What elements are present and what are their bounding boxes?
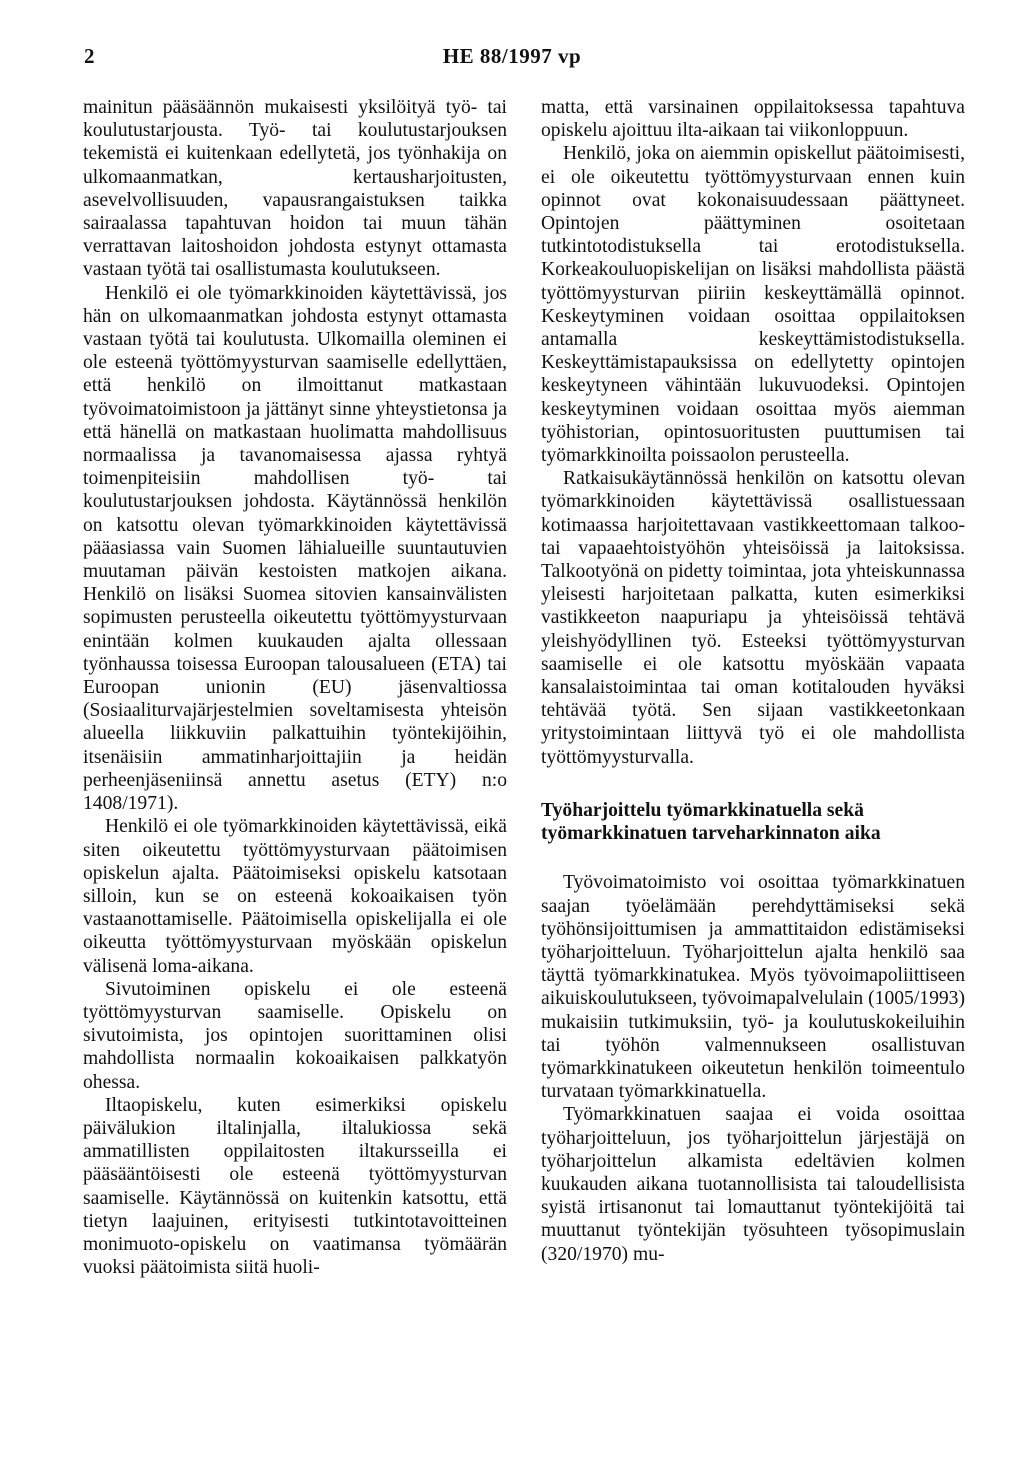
right-column — [541, 96, 965, 1266]
paragraph: Henkilö, joka on aiemmin opiskellut päätoimisesti, ei ole oikeutettu työttömyysturvaan ennen kuin opinnot ovat kokonaisuudessaan päättyneet. Opintojen päättyminen osoitetaan tutkintotodistuksella tai erotodistuksella. Korkeakouluopiskelijan on lisäksi mahdollista päästä työttömyysturvan piiriin keskeyttämällä opinnot. Keskeytyminen voidaan osoittaa oppilaitoksen antamalla keskeyttämistodistuksella. Keskeyttämistapauksissa on edellytetty opintojen keskeytyneen vähintään lukuvuodeksi. Opintojen keskeytyminen voidaan osoittaa myös aiemman työhistorian, opintosuoritusten puuttumisen tai työmarkkinoilta poissaolon perusteella. — [541, 143, 965, 467]
paragraph: Sivutoiminen opiskelu ei ole esteenä työttömyysturvan saamiselle. Opiskelu on sivutoimista, jos opintojen suorittaminen olisi mahdollista normaalin kokoaikaisen palkkatyön ohessa. — [83, 978, 507, 1093]
section-heading: Työharjoittelu työmarkkinatuella sekä työmarkkinatuen tarveharkinnaton aika — [541, 799, 881, 845]
paragraph: Iltaopiskelu, kuten esimerkiksi opiskelu päivälukion iltalinjalla, iltalukiossa sekä ammatillisten oppilaitosten iltakursseilla ei pääsääntöisesti ole esteenä työttömyysturvan saamiselle. Käytännössä on kuitenkin katsottu, että tietyn laajuinen, erityisesti tutkintotavoitteinen monimuoto-opiskelu on vaatimansa työmäärän vuoksi päätoimista siitä huoli- — [83, 1094, 507, 1279]
paragraph: mainitun pääsäännön mukaisesti yksilöityä työ- tai koulutustarjousta. Työ- tai koulutustarjouksen tekemistä ei kuitenkaan edellytetä, jos työnhakija on ulkomaanmatkan, kertausharjoitusten, asevelvollisuuden, vapausrangaistuksen taikka sairaalassa tapahtuvan hoidon tai muun tähän verrattavan laitoshoidon johdosta estynyt ottamasta vastaan työtä tai osallistumasta koulutukseen. — [83, 97, 507, 281]
paragraph: Työmarkkinatuen saajaa ei voida osoittaa työharjoitteluun, jos työharjoittelun järjestäjä on työharjoittelun alkamista edeltävien kolmen kuukauden aikana tuotannollisista tai taloudellisista syistä irtisanonut tai lomauttanut työntekijöitä tai muuttanut työntekijän työsuhteen työsopimuslain (320/1970) mu- — [541, 1104, 965, 1265]
paragraph: Henkilö ei ole työmarkkinoiden käytettävissä, eikä siten oikeutettu työttömyysturvaan päätoimisen opiskelun ajalta. Päätoimiseksi opiskelu katsotaan silloin, kun se on esteenä kokoaikaisen työn vastaanottamiselle. Päätoimisella opiskelijalla ei ole oikeutta työttömyysturvaan myöskään opiskelun välisenä loma-aikana. — [83, 816, 507, 977]
paragraph: Ratkaisukäytännössä henkilön on katsottu olevan työmarkkinoiden käytettävissä osallistuessaan kotimaassa harjoitettavaan vastikkeettomaan talkoo- tai vapaaehtoistyöhön yhteisöissä ja laitoksissa. Talkootyönä on pidetty toimintaa, jota yhteiskunnassa yleisesti harjoitetaan palkatta, kuten esimerkiksi vastikkeeton naapuriapu ja yhteisöissä tehtävä yleishyödyllinen työ. Esteeksi työttömyysturvan saamiselle ei ole katsottu myöskään vapaata kansalaistoimintaa tai oman kotitalouden hyväksi tehtävää työtä. Sen sijaan vastikkeetonkaan yritystoimintaan liittyvä työ ei ole mahdollista työttömyysturvalla. — [541, 468, 965, 768]
document-id: HE 88/1997 vp — [442, 44, 582, 68]
paragraph: Työvoimatoimisto voi osoittaa työmarkkinatuen saajan työelämään perehdyttämiseksi sekä työhönsijoittumisen ja ammattitaidon edistämiseksi työharjoitteluun. Työharjoittelun ajalta henkilö saa täyttä työmarkkinatukea. Myös työvoimapoliittiseen aikuiskoulutukseen, työvoimapalvelulain (1005/1993) mukaisiin tutkimuksiin, työ- ja koulutuskokeiluihin tai työhön valmennukseen osallistuvan työmarkkinatukeen oikeutetun henkilön toimeentulo turvataan työmarkkinatuella. — [541, 872, 965, 1103]
paragraph: matta, että varsinainen oppilaitoksessa tapahtuva opiskelu ajoittuu ilta-aikaan tai viikonloppuun. — [541, 97, 965, 142]
page-number: 2 — [84, 44, 95, 68]
left-column — [83, 96, 507, 1279]
paragraph: Henkilö ei ole työmarkkinoiden käytettävissä, jos hän on ulkomaanmatkan johdosta estynyt ottamasta vastaan työtä tai koulutusta. Ulkomailla oleminen ei ole esteenä työttömyysturvan saamiselle edellyttäen, että henkilö on ilmoittanut matkastaan työvoimatoimistoon ja jättänyt sinne yhteystietonsa ja että hänellä on matkastaan huolimatta mahdollisuus normaalissa ja tavanomaisessa ajassa ryhtyä toimenpiteisiin mahdollisen työ- tai koulutustarjouksen johdosta. Käytännössä henkilön on katsottu olevan työmarkkinoiden käytettävissä pääasiassa vain Suomen lähialueille suuntautuvien muutaman päivän kestoisten matkojen aikana. Henkilö on lisäksi Suomea sitovien kansainvälisten sopimusten perusteella oikeutettu työttömyysturvaan enintään kolmen kuukauden ajalta ollessaan työnhaussa toisessa Euroopan talousalueen (ETA) tai Euroopan unionin (EU) jäsenvaltiossa (Sosiaaliturvajärjestelmien soveltamisesta yhteisön alueella liikkuviin palkattuihin työntekijöihin, itsenäisiin ammatinharjoittajiin ja heidän perheenjäseniinsä annettu asetus (ETY) n:o 1408/1971). — [83, 282, 507, 815]
